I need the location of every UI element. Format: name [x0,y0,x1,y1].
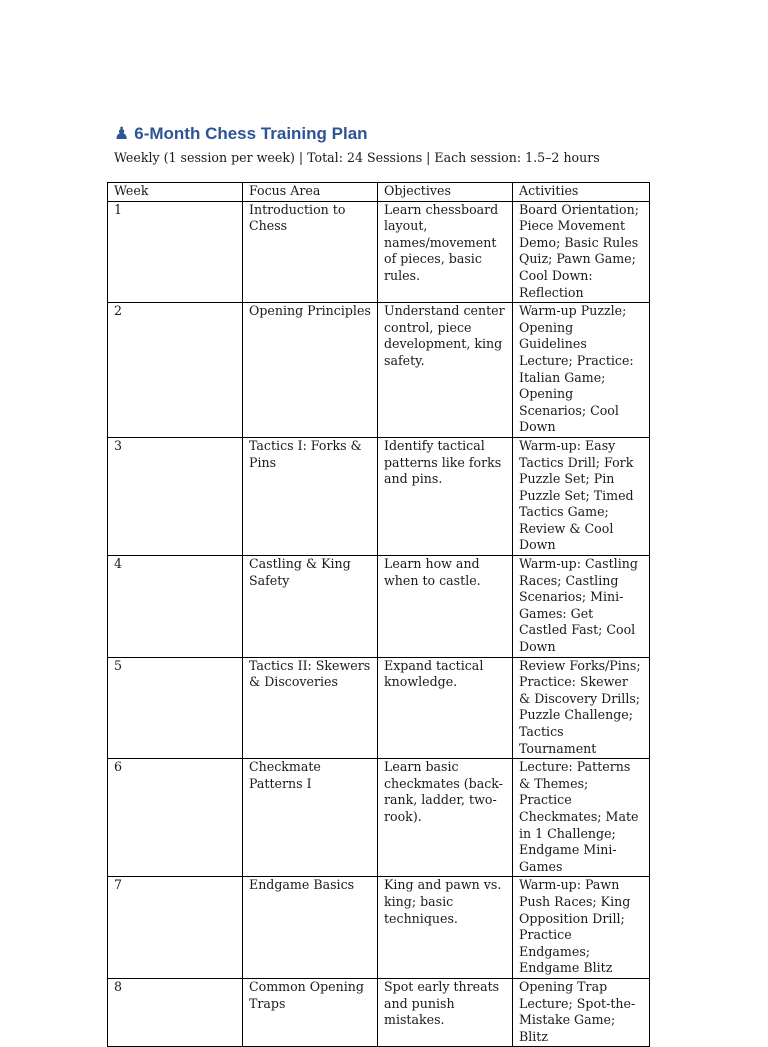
cell-focus-area: Introduction to Chess [243,201,378,303]
cell-week: 4 [108,556,243,658]
cell-objectives: Expand tactical knowledge. [378,657,513,759]
cell-week: 6 [108,759,243,877]
cell-activities: Board Orientation; Piece Movement Demo; Basic Rules Quiz; Pawn Game; Cool Down: Reflection [513,201,650,303]
cell-objectives: Learn chessboard layout, names/movement of pieces, basic rules. [378,201,513,303]
page-subtitle: Weekly (1 session per week) | Total: 24 Sessions | Each session: 1.5–2 hours [114,150,600,165]
cell-focus-area: Common Opening Traps [243,978,378,1046]
cell-objectives: Understand center control, piece development, king safety. [378,303,513,438]
cell-objectives: King and pawn vs. king; basic techniques. [378,877,513,979]
table-row [108,556,650,658]
header-activities: Activities [513,183,650,202]
training-plan-table [107,182,650,1047]
cell-activities: Warm-up: Pawn Push Races; King Opposition Drill; Practice Endgames; Endgame Blitz [513,877,650,979]
cell-focus-area: Checkmate Patterns I [243,759,378,877]
table-row [108,437,650,555]
table-header-row [108,183,650,202]
header-objectives: Objectives [378,183,513,202]
cell-activities: Lecture: Patterns & Themes; Practice Checkmates; Mate in 1 Challenge; Endgame Mini-Games [513,759,650,877]
cell-activities: Warm-up: Castling Races; Castling Scenarios; Mini-Games: Get Castled Fast; Cool Down [513,556,650,658]
title-text: 6-Month Chess Training Plan [134,124,368,143]
cell-week: 3 [108,437,243,555]
cell-objectives: Learn basic checkmates (back-rank, ladder, two-rook). [378,759,513,877]
cell-focus-area: Tactics I: Forks & Pins [243,437,378,555]
header-week: Week [108,183,243,202]
cell-objectives: Learn how and when to castle. [378,556,513,658]
cell-focus-area: Tactics II: Skewers & Discoveries [243,657,378,759]
table-row [108,657,650,759]
table-row [108,877,650,979]
cell-objectives: Identify tactical patterns like forks and pins. [378,437,513,555]
cell-week: 7 [108,877,243,979]
cell-focus-area: Castling & King Safety [243,556,378,658]
table-row [108,759,650,877]
cell-activities: Opening Trap Lecture; Spot-the-Mistake Game; Blitz [513,978,650,1046]
table-row [108,201,650,303]
cell-week: 2 [108,303,243,438]
cell-focus-area: Opening Principles [243,303,378,438]
cell-activities: Warm-up: Easy Tactics Drill; Fork Puzzle Set; Pin Puzzle Set; Timed Tactics Game; Review & Cool Down [513,437,650,555]
cell-activities: Review Forks/Pins; Practice: Skewer & Discovery Drills; Puzzle Challenge; Tactics Tournament [513,657,650,759]
table-row [108,303,650,438]
table-row [108,978,650,1046]
cell-week: 8 [108,978,243,1046]
cell-week: 5 [108,657,243,759]
cell-activities: Warm-up Puzzle; Opening Guidelines Lecture; Practice: Italian Game; Opening Scenarios; Cool Down [513,303,650,438]
pawn-icon: ♟ [114,124,130,144]
cell-week: 1 [108,201,243,303]
page-title [114,124,368,144]
header-focus-area: Focus Area [243,183,378,202]
cell-objectives: Spot early threats and punish mistakes. [378,978,513,1046]
cell-focus-area: Endgame Basics [243,877,378,979]
